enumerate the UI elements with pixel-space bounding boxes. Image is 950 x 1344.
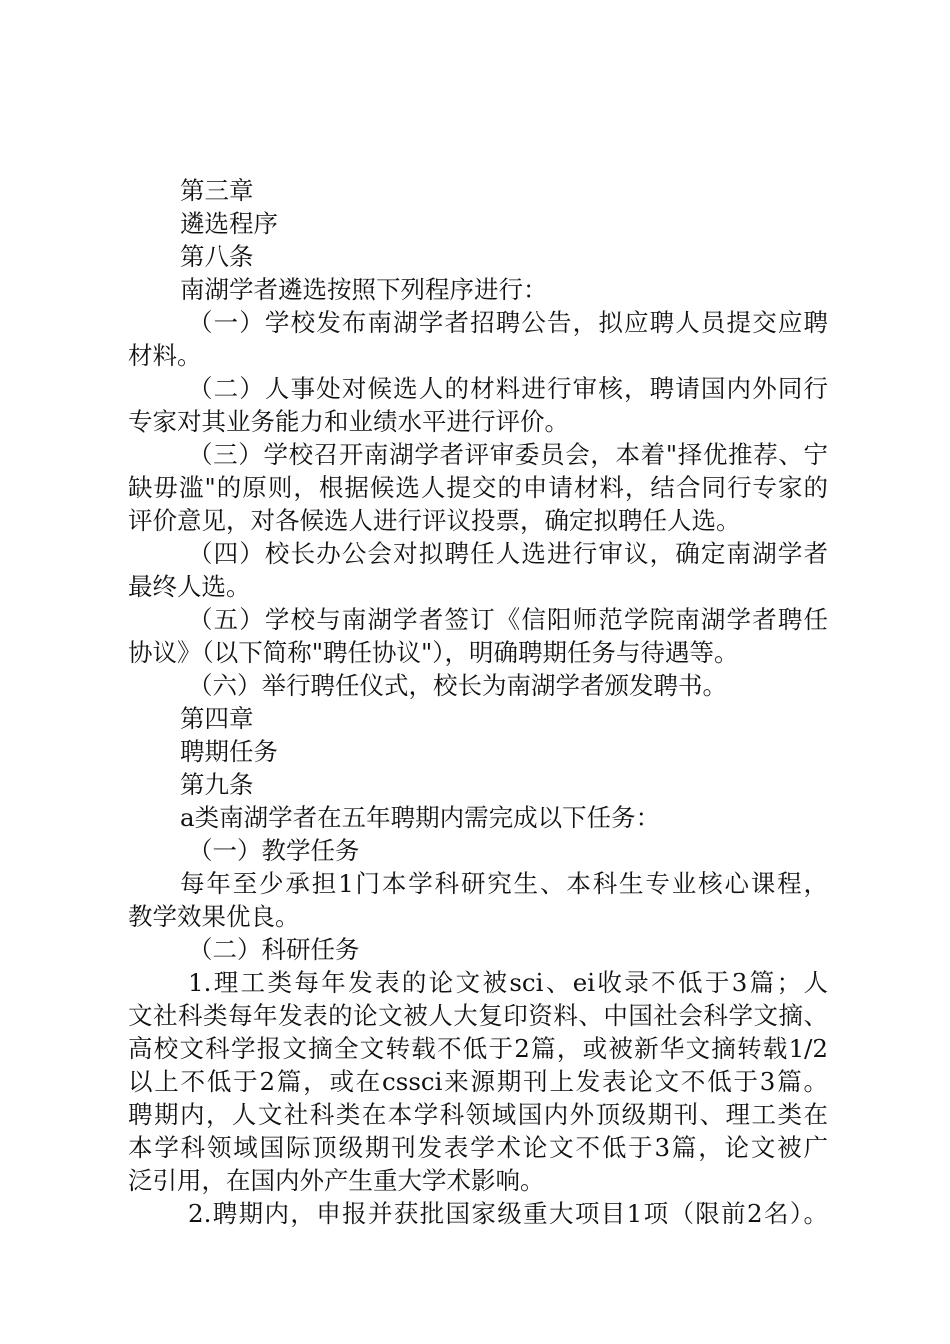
document-line: a类南湖学者在五年聘期内需完成以下任务： <box>180 803 661 832</box>
document-line: 以上不低于2篇，或在cssci来源期刊上发表论文不低于3篇。 <box>128 1067 828 1096</box>
document-line: 泛引用，在国内外产生重大学术影响。 <box>128 1166 545 1195</box>
document-line: 第八条 <box>180 242 254 271</box>
document-line: 遴选程序 <box>180 209 278 238</box>
document-line: 专家对其业务能力和业绩水平进行评价。 <box>128 407 569 436</box>
document-line: （三）学校召开南湖学者评审委员会，本着"择优推荐、宁 <box>188 440 828 469</box>
document-line: 缺毋滥"的原则，根据候选人提交的申请材料，结合同行专家的 <box>128 473 828 502</box>
document-line: 文社科类每年发表的论文被人大复印资料、中国社会科学文摘、 <box>128 1001 828 1030</box>
document-line: （二）科研任务 <box>188 935 360 964</box>
document-line: 高校文科学报文摘全文转载不低于2篇，或被新华文摘转载1/2 <box>128 1034 828 1063</box>
document-line: 评价意见，对各候选人进行评议投票，确定拟聘任人选。 <box>128 506 741 535</box>
document-line: 材料。 <box>128 341 202 370</box>
document-line: 聘期任务 <box>180 737 278 766</box>
document-line: 本学科领域国际顶级期刊发表学术论文不低于3篇，论文被广 <box>128 1133 828 1162</box>
document-line: 1.理工类每年发表的论文被sci、ei收录不低于3篇；人 <box>188 968 828 997</box>
document-body <box>128 174 828 1230</box>
document-line: 聘期内，人文社科类在本学科领域国内外顶级期刊、理工类在 <box>128 1100 828 1129</box>
document-line: 教学效果优良。 <box>128 902 300 931</box>
document-line: （一）学校发布南湖学者招聘公告，拟应聘人员提交应聘 <box>188 308 828 337</box>
document-line: 最终人选。 <box>128 572 251 601</box>
document-line: （四）校长办公会对拟聘任人选进行审议，确定南湖学者 <box>188 539 828 568</box>
document-line: 第四章 <box>180 704 254 733</box>
document-line: 每年至少承担1门本学科研究生、本科生专业核心课程， <box>180 869 828 898</box>
document-line: 第九条 <box>180 770 254 799</box>
document-line: （一）教学任务 <box>188 836 360 865</box>
document-line: 南湖学者遴选按照下列程序进行： <box>180 275 548 304</box>
document-line: （六）举行聘任仪式，校长为南湖学者颁发聘书。 <box>188 671 727 700</box>
document-line: 第三章 <box>180 176 254 205</box>
document-line: （五）学校与南湖学者签订《信阳师范学院南湖学者聘任 <box>188 605 828 634</box>
document-line: 2.聘期内，申报并获批国家级重大项目1项（限前2名）。 <box>188 1199 828 1228</box>
document-line: （二）人事处对候选人的材料进行审核，聘请国内外同行 <box>188 374 828 403</box>
document-line: 协议》（以下简称"聘任协议"），明确聘期任务与待遇等。 <box>128 638 739 667</box>
